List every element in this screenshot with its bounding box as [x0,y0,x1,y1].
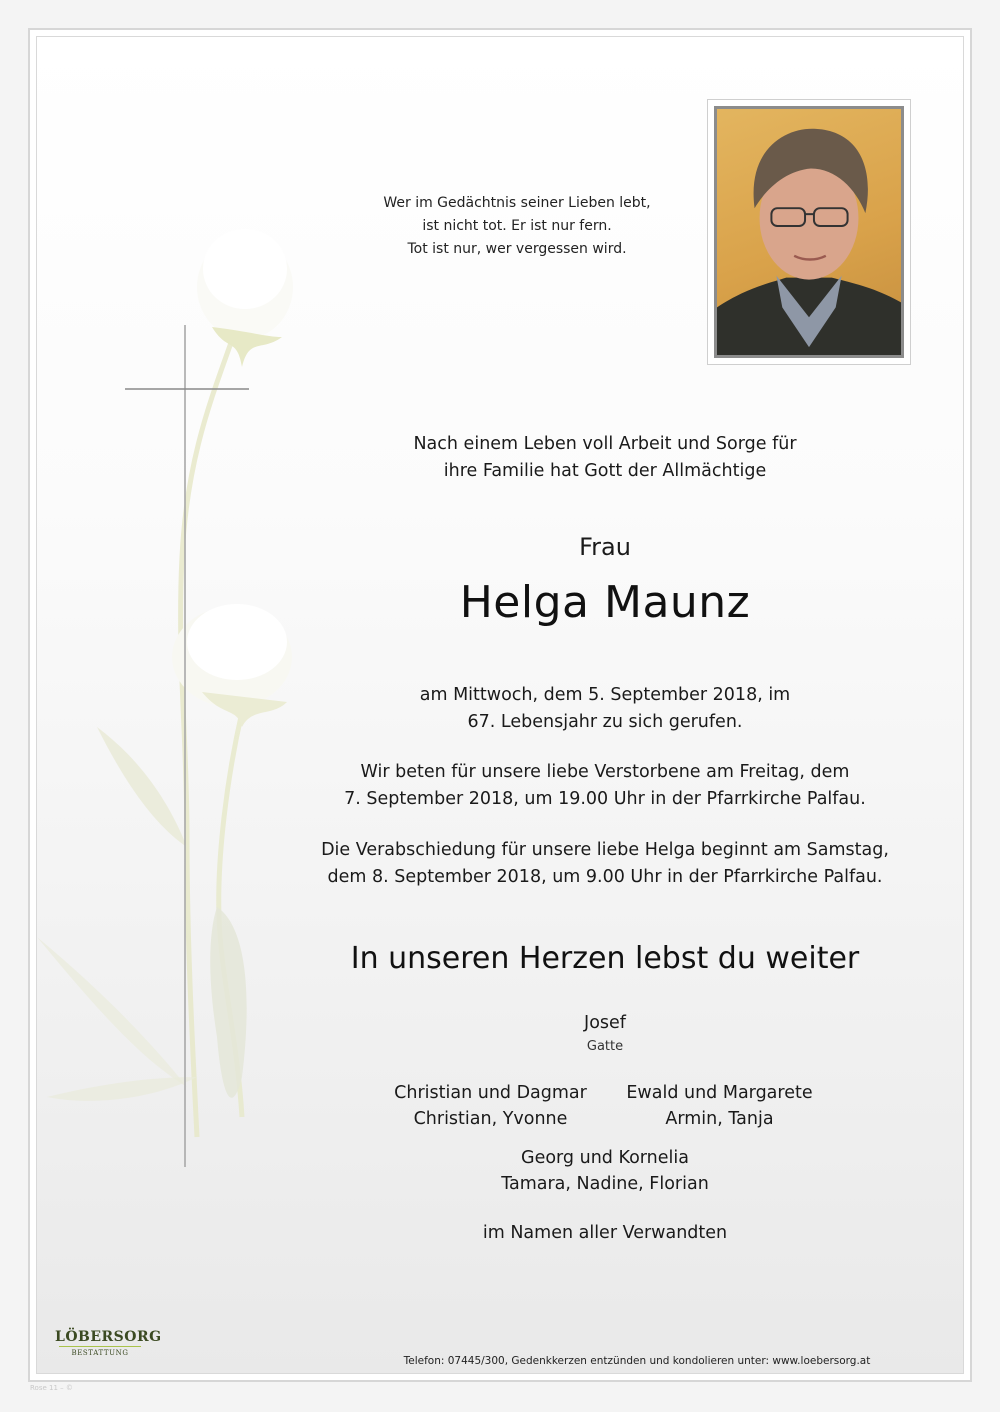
death-notice-paragraph [307,682,903,736]
family-children: Armin, Tanja [665,1109,774,1129]
intro-text [307,431,903,485]
closing-line: im Namen aller Verwandten [482,1223,728,1243]
paragraph-line: 67. Lebensjahr zu sich gerufen. [467,712,743,732]
logo-subtitle: BESTATTUNG [71,1349,129,1357]
paragraph-line: 7. September 2018, um 19.00 Uhr in der Pfarrkirche Palfau. [344,789,866,809]
obituary-card [28,28,972,1382]
paragraph-line: Die Verabschiedung für unsere liebe Helga beginnt am Samstag, [321,840,889,860]
family-children: Christian, Yvonne [413,1109,568,1129]
intro-line: ihre Familie hat Gott der Allmächtige [443,461,767,481]
portrait-photo [714,106,904,358]
tagline: In unseren Herzen lebst du weiter [350,941,860,976]
prayer-service-paragraph [307,759,903,813]
deceased-title: Frau [579,533,631,561]
spouse-relation: Gatte [586,1039,624,1054]
family-parents: Christian und Dagmar [394,1083,587,1103]
paragraph-line: dem 8. September 2018, um 9.00 Uhr in der Pfarrkirche Palfau. [327,867,883,887]
mourner-family [617,1080,822,1132]
family-parents: Georg und Kornelia [521,1148,689,1168]
portrait-frame [707,99,911,365]
logo-name: LÖBERSORG [55,1329,162,1345]
contact-footer: Telefon: 07445/300, Gedenkkerzen entzünden und kondolieren unter: www.loebersorg.at [403,1355,871,1367]
family-parents: Ewald und Margarete [626,1083,813,1103]
memorial-motto [307,192,727,261]
mourner-family [307,1145,903,1197]
mourner-families-row [307,1080,903,1132]
card-inner-frame [36,36,964,1374]
logo-divider [59,1346,141,1347]
paragraph-line: am Mittwoch, dem 5. September 2018, im [419,685,791,705]
family-children: Tamara, Nadine, Florian [501,1174,709,1194]
intro-line: Nach einem Leben voll Arbeit und Sorge für [413,434,797,454]
paragraph-line: Wir beten für unsere liebe Verstorbene am Freitag, dem [360,762,850,782]
spouse-name: Josef [584,1013,626,1033]
portrait-silhouette-icon [717,109,901,355]
image-credit: Rose 11 – © [30,1384,73,1392]
farewell-paragraph [307,837,903,891]
motto-line: Tot ist nur, wer vergessen wird. [407,241,627,257]
mourner-family [388,1080,593,1132]
funeral-home-logo [55,1329,162,1357]
motto-line: ist nicht tot. Er ist nur fern. [422,218,612,234]
deceased-name: Helga Maunz [459,577,751,628]
motto-line: Wer im Gedächtnis seiner Lieben lebt, [383,195,651,211]
